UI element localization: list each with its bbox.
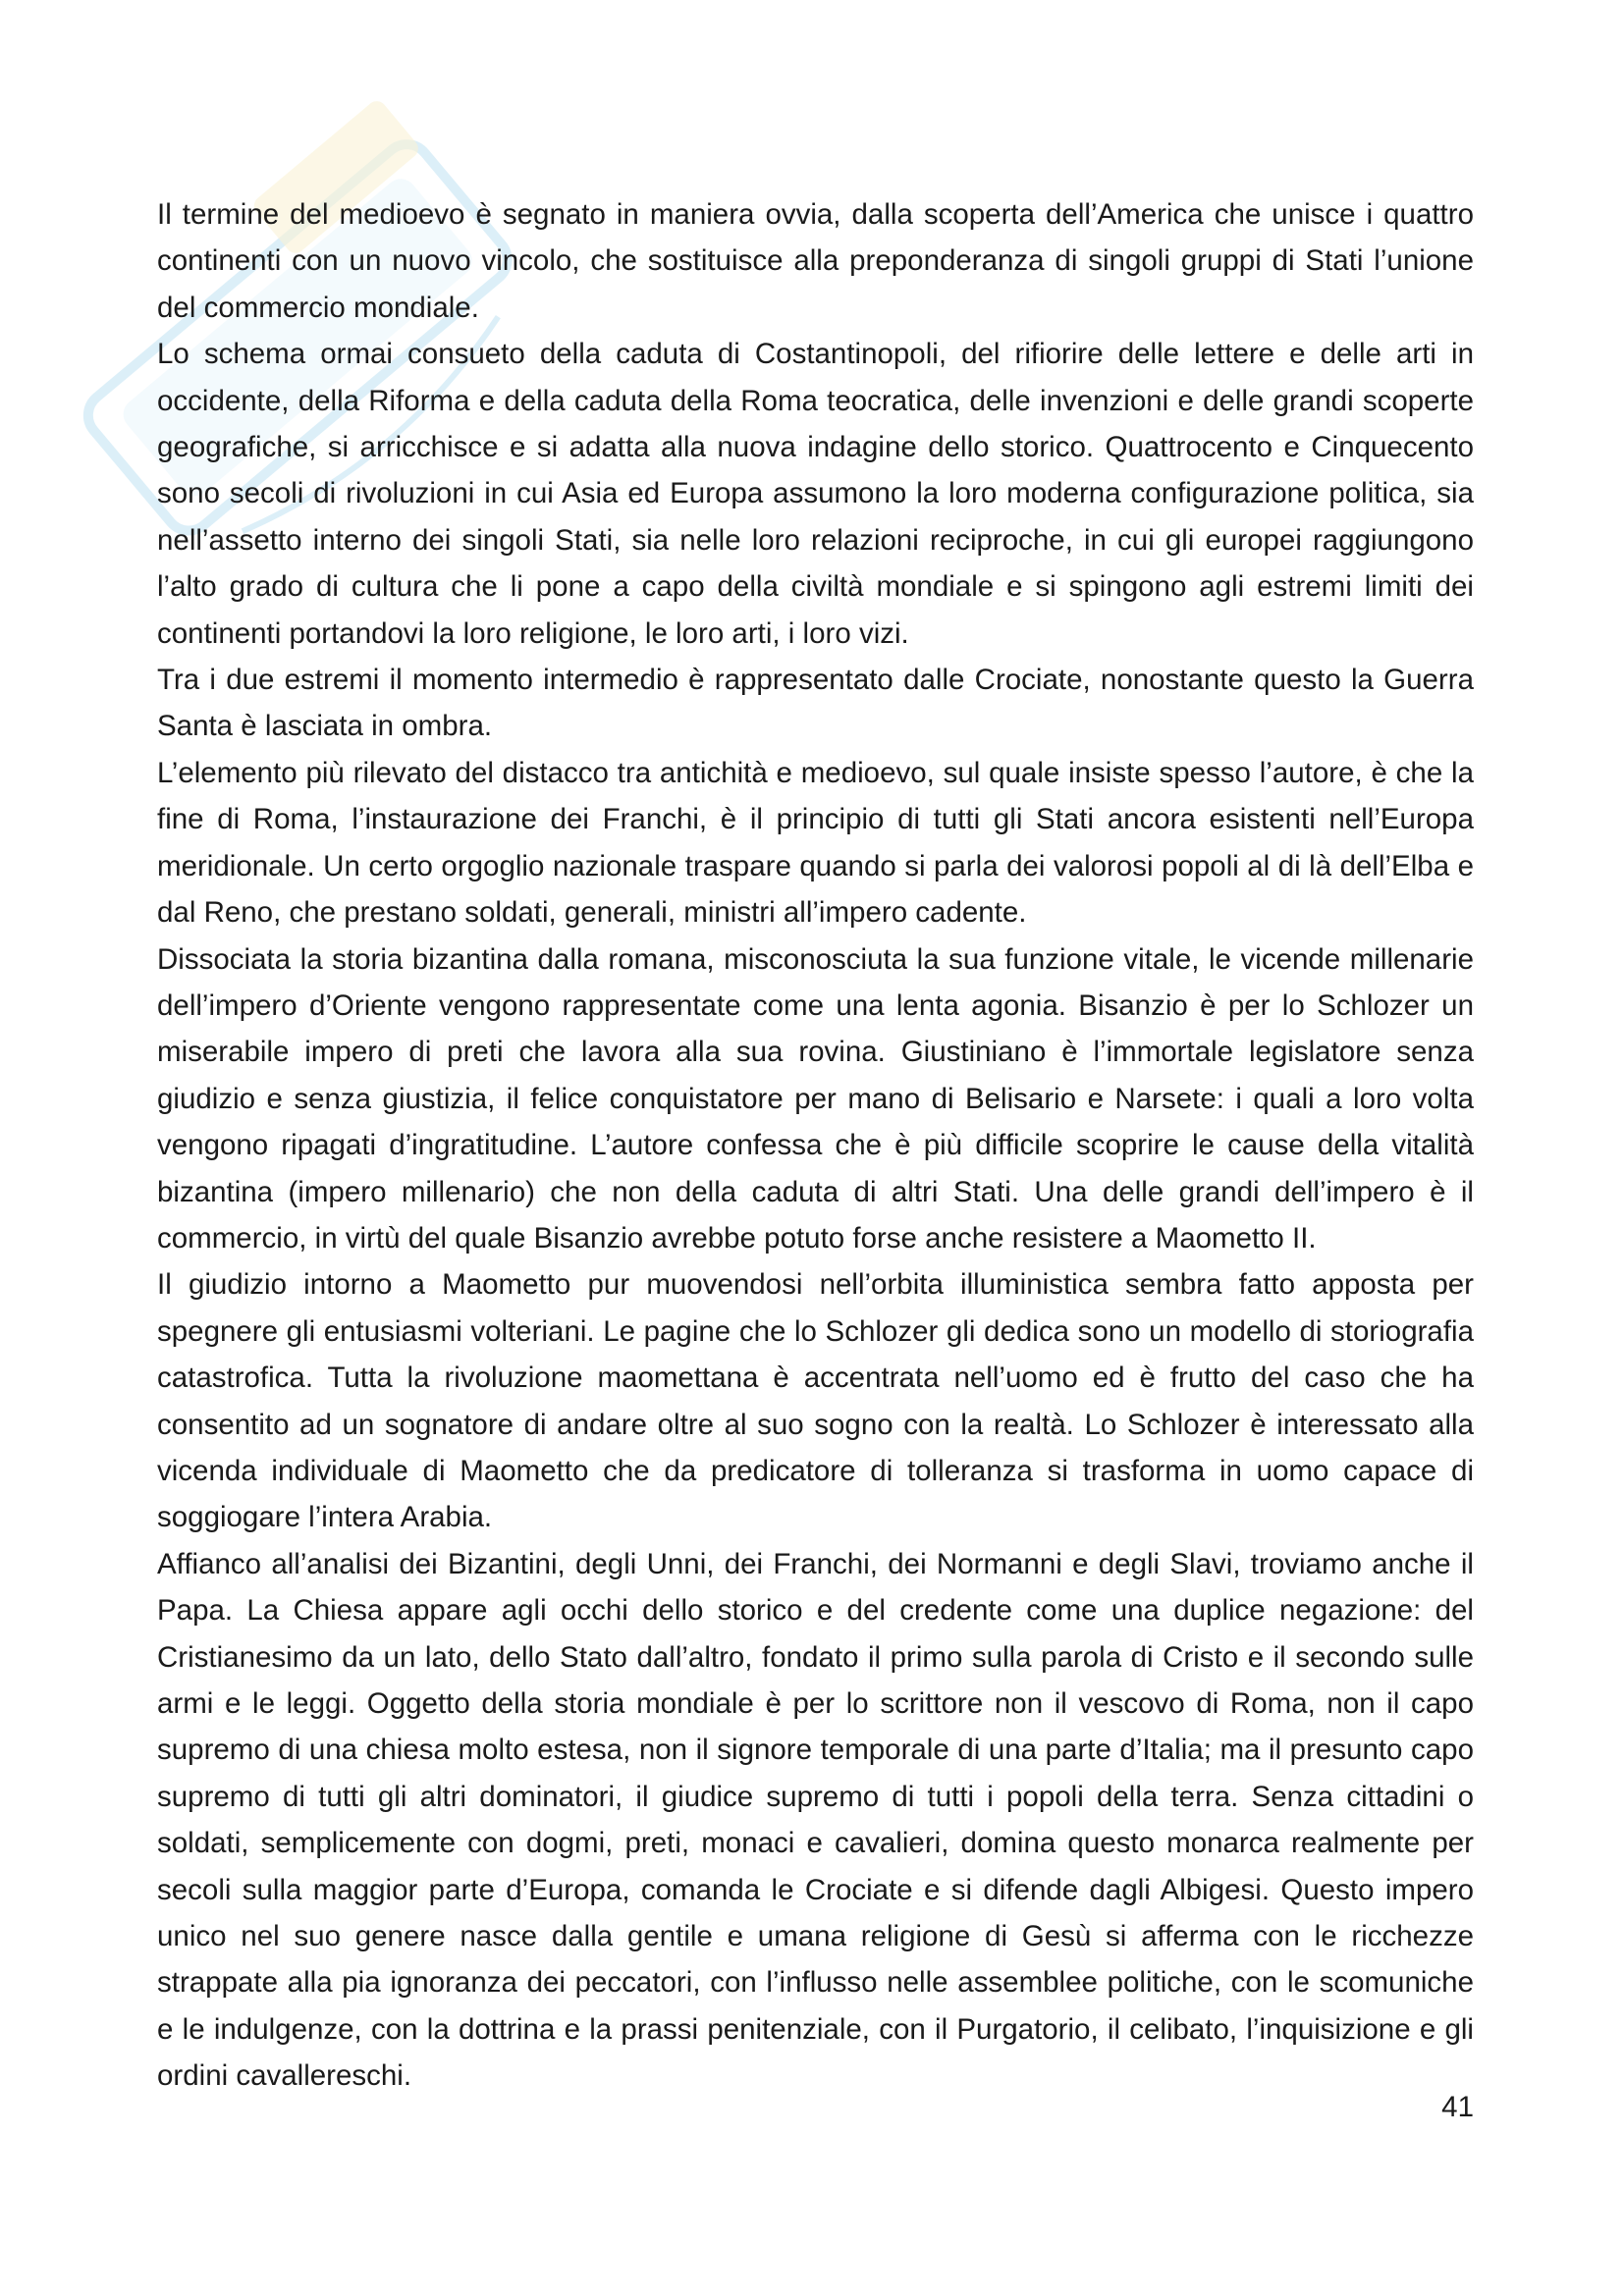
paragraph-6: Il giudizio intorno a Maometto pur muovendosi nell’orbita illuministica sembra fatto apposta per spegnere gli entusiasmi volteriani. Le pagine che lo Schlozer gli dedica sono un modello di storiografia catastrofica. Tutta la rivoluzione maomettana è accentrata nell’uomo ed è frutto del caso che ha consentito ad un sognatore di andare oltre al suo sogno con la realtà. Lo Schlozer è interessato alla vicenda individuale di Maometto che da predicatore di tolleranza si trasforma in uomo capace di soggiogare l’intera Arabia. bbox=[157, 1268, 1474, 1534]
paragraph-1: Il termine del medioevo è segnato in maniera ovvia, dalla scoperta dell’America che unisce i quattro continenti con un nuovo vincolo, che sostituisce alla preponderanza di singoli gruppi di Stati l’unione del commercio mondiale. bbox=[157, 198, 1474, 324]
paragraph-7: Affianco all’analisi dei Bizantini, degli Unni, dei Franchi, dei Normanni e degli Slavi, troviamo anche il Papa. La Chiesa appare agli occhi dello storico e del credente come una duplice negazione: del Cristianesimo da un lato, dello Stato dall’altro, fondato il primo sulla parola di Cristo e il secondo sulle armi e le leggi. Oggetto della storia mondiale è per lo scrittore non il vescovo di Roma, non il capo supremo di una chiesa molto estesa, non il signore temporale di una parte d’Italia; ma il presunto capo supremo di tutti gli altri dominatori, il giudice supremo di tutti i popoli della terra. Senza cittadini o soldati, semplicemente con dogmi, preti, monaci e cavalieri, domina questo monarca realmente per secoli sulla maggior parte d’Europa, comanda le Crociate e si difende dagli Albigesi. Questo impero unico nel suo genere nasce dalla gentile e umana religione di Gesù si afferma con le ricchezze strappate alla pia ignoranza dei peccatori, con l’influsso nelle assemblee politiche, con le scomuniche e le indulgenze, con la dottrina e la prassi penitenziale, con il Purgatorio, il celibato, l’inquisizione e gli ordini cavallereschi. bbox=[157, 1547, 1474, 2093]
paragraph-3: Tra i due estremi il momento intermedio è rappresentato dalle Crociate, nonostante questo la Guerra Santa è lasciata in ombra. bbox=[157, 664, 1474, 743]
paragraph-4: L’elemento più rilevato del distacco tra antichità e medioevo, sul quale insiste spesso l’autore, è che la fine di Roma, l’instaurazione dei Franchi, è il principio di tutti gli Stati ancora esistenti nell’Europa meridionale. Un certo orgoglio nazionale traspare quando si parla dei valorosi popoli al di là dell’Elba e dal Reno, che prestano soldati, generali, ministri all’impero cadente. bbox=[157, 756, 1474, 930]
paragraph-2: Lo schema ormai consueto della caduta di Costantinopoli, del rifiorire delle lettere e delle arti in occidente, della Riforma e della caduta della Roma teocratica, delle invenzioni e delle grandi scoperte geografiche, si arricchisce e si adatta alla nuova indagine dello storico. Quattrocento e Cinquecento sono secoli di rivoluzioni in cui Asia ed Europa assumono la loro moderna configurazione politica, sia nell’assetto interno dei singoli Stati, sia nelle loro relazioni reciproche, in cui gli europei raggiungono l’alto grado di cultura che li pone a capo della civiltà mondiale e si spingono agli estremi limiti dei continenti portandovi la loro religione, le loro arti, i loro vizi. bbox=[157, 338, 1474, 650]
document-text-body bbox=[157, 191, 1474, 2100]
page-number: 41 bbox=[1441, 2091, 1474, 2123]
paragraph-5: Dissociata la storia bizantina dalla romana, misconosciuta la sua funzione vitale, le vicende millenarie dell’impero d’Oriente vengono rappresentate come una lenta agonia. Bisanzio è per lo Schlozer un miserabile impero di preti che lavora alla sua rovina. Giustiniano è l’immortale legislatore senza giudizio e senza giustizia, il felice conquistatore per mano di Belisario e Narsete: i quali a loro volta vengono ripagati d’ingratitudine. L’autore confessa che è più difficile scoprire le cause della vitalità bizantina (impero millenario) che non della caduta di altri Stati. Una delle grandi dell’impero è il commercio, in virtù del quale Bisanzio avrebbe potuto forse anche resistere a Maometto II. bbox=[157, 942, 1474, 1255]
